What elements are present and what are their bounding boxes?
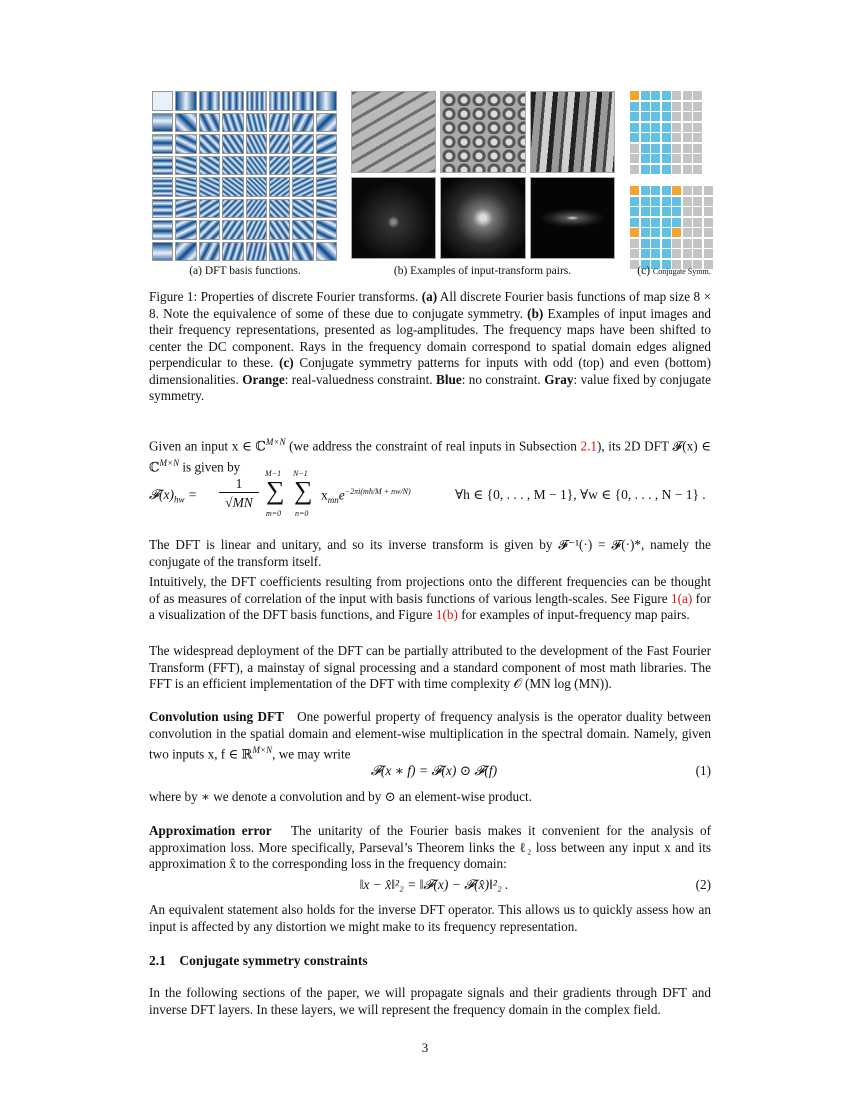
- unconstrained-cell: [651, 165, 660, 174]
- unconstrained-cell: [641, 165, 650, 174]
- unconstrained-cell: [641, 218, 650, 227]
- fixed-by-symmetry-cell: [683, 123, 692, 132]
- fixed-by-symmetry-cell: [672, 165, 681, 174]
- page-number: 3: [421, 1040, 429, 1055]
- unconstrained-cell: [641, 102, 650, 111]
- unconstrained-cell: [641, 133, 650, 142]
- unconstrained-cell: [662, 112, 671, 121]
- basis-function-tile: [152, 220, 173, 240]
- unconstrained-cell: [662, 133, 671, 142]
- fixed-by-symmetry-cell: [672, 144, 681, 153]
- basis-function-tile: [152, 156, 173, 176]
- fixed-by-symmetry-cell: [630, 239, 639, 248]
- fixed-by-symmetry-cell: [672, 123, 681, 132]
- unconstrained-cell: [641, 249, 650, 258]
- subfig-b-caption: (b) Examples of input-transform pairs.: [393, 265, 572, 277]
- basis-function-tile: [316, 156, 337, 176]
- unconstrained-cell: [651, 228, 660, 237]
- basis-function-tile: [199, 113, 220, 133]
- fixed-by-symmetry-cell: [693, 186, 702, 195]
- basis-function-tile: [175, 113, 196, 133]
- fixed-by-symmetry-cell: [630, 144, 639, 153]
- unconstrained-cell: [651, 112, 660, 121]
- basis-function-tile: [246, 220, 267, 240]
- fixed-by-symmetry-cell: [704, 249, 713, 258]
- basis-function-tile: [222, 156, 243, 176]
- convolution-heading: Convolution using DFT: [149, 709, 284, 724]
- red-blood-cells-photo: [440, 91, 525, 173]
- unconstrained-cell: [651, 144, 660, 153]
- basis-function-tile: [222, 177, 243, 197]
- unconstrained-cell: [641, 123, 650, 132]
- basis-function-tile: [269, 220, 290, 240]
- conjugate-symmetry-even-grid: [630, 186, 713, 269]
- unconstrained-cell: [630, 197, 639, 206]
- basis-function-tile: [175, 220, 196, 240]
- fixed-by-symmetry-cell: [683, 144, 692, 153]
- link-figure-1b[interactable]: 1(b): [435, 607, 458, 622]
- brick-wall-spectrum: [351, 177, 436, 259]
- unconstrained-cell: [630, 102, 639, 111]
- fixed-by-symmetry-cell: [704, 239, 713, 248]
- equation-2-number: (2): [695, 877, 711, 892]
- unconstrained-cell: [651, 207, 660, 216]
- basis-function-tile: [175, 199, 196, 219]
- basis-function-tile: [199, 199, 220, 219]
- paragraph-fft: The widespread deployment of the DFT can be partially attributed to the development of the Fast Fourier Transform (FFT), a mainstay of signal processing and a standard component of most math libraries. The FFT is an efficient implementation of the DFT with time complexity 𝒪 (MN log (MN)).: [149, 643, 711, 691]
- basis-function-tile: [246, 199, 267, 219]
- basis-function-tile: [292, 242, 313, 262]
- input-transform-pairs: [351, 91, 615, 259]
- paragraph-approximation-after: An equivalent statement also holds for the inverse DFT operator. This allows us to quickly assess how an input is affected by any distortion we might make to its frequency representation.: [149, 902, 711, 934]
- basis-function-tile: [222, 220, 243, 240]
- fixed-by-symmetry-cell: [704, 197, 713, 206]
- fixed-by-symmetry-cell: [672, 154, 681, 163]
- unconstrained-cell: [641, 144, 650, 153]
- paragraph-intuition: Intuitively, the DFT coefficients resulting from projections onto the different frequencies can be thought of as measures of correlation of the input with basis functions of various length-scales. See Figure 1(a) for a visualization of the DFT basis functions, and Figure 1(b) for examples of input-frequency map pairs.: [149, 574, 711, 622]
- unconstrained-cell: [651, 249, 660, 258]
- fixed-by-symmetry-cell: [630, 165, 639, 174]
- unconstrained-cell: [641, 154, 650, 163]
- fixed-by-symmetry-cell: [683, 197, 692, 206]
- unconstrained-cell: [651, 123, 660, 132]
- unconstrained-cell: [672, 197, 681, 206]
- basis-function-tile: [222, 199, 243, 219]
- basis-function-tile: [175, 134, 196, 154]
- real-valued-cell: [672, 186, 681, 195]
- basis-function-tile: [222, 134, 243, 154]
- basis-function-tile: [152, 199, 173, 219]
- paragraph-approximation: Approximation error The unitarity of the Fourier basis makes it convenient for the analysis of approximation loss. More specifically, Parseval’s Theorem links the ℓ₂ loss between any input x and its approximation x̂ to the corresponding loss in the frequency domain:: [149, 823, 711, 871]
- basis-function-tile: [269, 199, 290, 219]
- fixed-by-symmetry-cell: [683, 154, 692, 163]
- unconstrained-cell: [651, 218, 660, 227]
- fixed-by-symmetry-cell: [704, 228, 713, 237]
- unconstrained-cell: [662, 249, 671, 258]
- fixed-by-symmetry-cell: [683, 102, 692, 111]
- basis-function-tile: [175, 156, 196, 176]
- forest-trees-photo: [530, 91, 615, 173]
- unconstrained-cell: [662, 197, 671, 206]
- fixed-by-symmetry-cell: [630, 249, 639, 258]
- basis-function-tile: [246, 91, 267, 111]
- unconstrained-cell: [662, 154, 671, 163]
- basis-function-tile: [269, 177, 290, 197]
- unconstrained-cell: [672, 218, 681, 227]
- fixed-by-symmetry-cell: [672, 249, 681, 258]
- dft-basis-grid: [152, 91, 337, 261]
- basis-function-tile: [316, 177, 337, 197]
- unconstrained-cell: [630, 133, 639, 142]
- subfig-c-caption: (c) Conjugate Symm.: [637, 265, 711, 277]
- basis-function-tile: [222, 113, 243, 133]
- basis-function-tile: [199, 91, 220, 111]
- basis-function-tile: [316, 113, 337, 133]
- fixed-by-symmetry-cell: [693, 239, 702, 248]
- unconstrained-cell: [630, 112, 639, 121]
- basis-function-tile: [175, 91, 196, 111]
- unconstrained-cell: [662, 239, 671, 248]
- real-valued-cell: [672, 228, 681, 237]
- fixed-by-symmetry-cell: [693, 197, 702, 206]
- fixed-by-symmetry-cell: [704, 218, 713, 227]
- basis-function-tile: [246, 156, 267, 176]
- basis-function-tile: [152, 177, 173, 197]
- fixed-by-symmetry-cell: [693, 133, 702, 142]
- unconstrained-cell: [662, 165, 671, 174]
- unconstrained-cell: [630, 218, 639, 227]
- unconstrained-cell: [651, 186, 660, 195]
- fixed-by-symmetry-cell: [693, 228, 702, 237]
- unconstrained-cell: [641, 207, 650, 216]
- unconstrained-cell: [641, 197, 650, 206]
- basis-function-tile: [292, 177, 313, 197]
- figure-caption: Figure 1: Properties of discrete Fourier transforms. (a) All discrete Fourier basis functions of map size 8 × 8. Note the equivalence of some of these due to conjugate symmetry. (b) Examples of input images and their frequency representations, presented as log-amplitudes. The frequency maps have been shifted to center the DC component. Rays in the frequency domain correspond to spatial domain edges aligned perpendicular to these. (c) Conjugate symmetry patterns for inputs with odd (top) and even (bottom) dimensionalities. Orange: real-valuedness constraint. Blue: no constraint. Gray: value fixed by conjugate symmetry.: [149, 289, 712, 403]
- unconstrained-cell: [630, 207, 639, 216]
- unconstrained-cell: [662, 186, 671, 195]
- fixed-by-symmetry-cell: [630, 154, 639, 163]
- unconstrained-cell: [662, 207, 671, 216]
- fixed-by-symmetry-cell: [704, 207, 713, 216]
- fixed-by-symmetry-cell: [704, 186, 713, 195]
- approximation-heading: Approximation error: [149, 823, 272, 838]
- basis-function-tile: [269, 113, 290, 133]
- unconstrained-cell: [672, 207, 681, 216]
- unconstrained-cell: [641, 186, 650, 195]
- blood-cells-spectrum: [440, 177, 525, 259]
- fixed-by-symmetry-cell: [693, 91, 702, 100]
- fixed-by-symmetry-cell: [683, 207, 692, 216]
- unconstrained-cell: [651, 197, 660, 206]
- basis-function-tile: [199, 156, 220, 176]
- equation-dft: $𝓕(x)_{hw}$ = 1 √MN M−1 ∑ m=0 N−1 ∑ n=0 $x_{mn}e^{-2\pi i(mh/M + nw/N)}$ ∀h ∈ {0, . . . , M − 1}, ∀w ∈ {0, . . . , N − 1} .: [149, 469, 706, 518]
- unconstrained-cell: [662, 144, 671, 153]
- basis-function-tile: [199, 134, 220, 154]
- fixed-by-symmetry-cell: [683, 91, 692, 100]
- real-valued-cell: [630, 186, 639, 195]
- basis-function-tile: [292, 156, 313, 176]
- real-valued-cell: [630, 91, 639, 100]
- unconstrained-cell: [651, 133, 660, 142]
- equation-1-number: (1): [695, 763, 711, 778]
- basis-function-tile: [199, 242, 220, 262]
- fixed-by-symmetry-cell: [672, 239, 681, 248]
- basis-function-tile: [316, 91, 337, 111]
- basis-function-tile: [246, 134, 267, 154]
- basis-function-tile: [175, 177, 196, 197]
- fixed-by-symmetry-cell: [683, 133, 692, 142]
- basis-function-tile: [246, 177, 267, 197]
- basis-function-tile: [269, 156, 290, 176]
- basis-function-tile: [316, 134, 337, 154]
- unconstrained-cell: [662, 102, 671, 111]
- basis-function-tile: [152, 91, 173, 111]
- basis-function-tile: [246, 113, 267, 133]
- subfig-a-caption: (a) DFT basis functions.: [189, 265, 301, 277]
- fixed-by-symmetry-cell: [672, 112, 681, 121]
- basis-function-tile: [199, 220, 220, 240]
- fixed-by-symmetry-cell: [693, 249, 702, 258]
- paragraph-dft-intro: Given an input x ∈ ℂ$^{M\times N}$ (we address the constraint of real inputs in Subsection 2.1), its 2D DFT 𝓕(x) ∈ ℂ$^{M\times N}$ is given by: [149, 437, 711, 475]
- fixed-by-symmetry-cell: [693, 144, 702, 153]
- link-figure-1a[interactable]: 1(a): [670, 590, 693, 606]
- fixed-by-symmetry-cell: [672, 102, 681, 111]
- unconstrained-cell: [630, 123, 639, 132]
- fixed-by-symmetry-cell: [693, 207, 702, 216]
- section-heading: 2.1 Conjugate symmetry constraints: [149, 953, 368, 968]
- basis-function-tile: [152, 134, 173, 154]
- basis-function-tile: [269, 134, 290, 154]
- basis-function-tile: [269, 91, 290, 111]
- equation-2: ‖x − x̂‖²₂ = ‖𝓕(x) − 𝓕(x̂)‖²₂ .: [359, 877, 509, 892]
- basis-function-tile: [292, 199, 313, 219]
- paragraph-convolution: Convolution using DFT One powerful property of frequency analysis is the operator duality between convolution in the spatial domain and element-wise multiplication in the spectral domain. Namely, given two inputs x, f ∈ ℝ$^{M\times N}$, we may write: [149, 709, 711, 762]
- real-valued-cell: [630, 228, 639, 237]
- basis-function-tile: [292, 91, 313, 111]
- basis-function-tile: [316, 242, 337, 262]
- fixed-by-symmetry-cell: [683, 228, 692, 237]
- fixed-by-symmetry-cell: [683, 218, 692, 227]
- basis-function-tile: [152, 242, 173, 262]
- fixed-by-symmetry-cell: [693, 123, 702, 132]
- unconstrained-cell: [641, 112, 650, 121]
- unconstrained-cell: [641, 228, 650, 237]
- link-subsection-2-1[interactable]: 2.1: [580, 438, 597, 454]
- fixed-by-symmetry-cell: [693, 102, 702, 111]
- fixed-by-symmetry-cell: [693, 218, 702, 227]
- basis-function-tile: [222, 242, 243, 262]
- fixed-by-symmetry-cell: [683, 239, 692, 248]
- fixed-by-symmetry-cell: [683, 112, 692, 121]
- unconstrained-cell: [651, 91, 660, 100]
- basis-function-tile: [316, 220, 337, 240]
- basis-function-tile: [175, 242, 196, 262]
- fixed-by-symmetry-cell: [693, 154, 702, 163]
- basis-function-tile: [292, 134, 313, 154]
- unconstrained-cell: [662, 91, 671, 100]
- paragraph-convolution-after: where by ∗ we denote a convolution and by ⊙ an element-wise product.: [149, 789, 532, 804]
- unconstrained-cell: [662, 218, 671, 227]
- fixed-by-symmetry-cell: [672, 133, 681, 142]
- unconstrained-cell: [651, 154, 660, 163]
- paragraph-linear-unitary: The DFT is linear and unitary, and so its inverse transform is given by 𝓕⁻¹(·) = 𝓕(·)*, namely the conjugate of the transform itself.: [149, 537, 711, 569]
- basis-function-tile: [269, 242, 290, 262]
- basis-function-tile: [292, 113, 313, 133]
- unconstrained-cell: [651, 102, 660, 111]
- unconstrained-cell: [641, 91, 650, 100]
- paragraph-section-2-1: In the following sections of the paper, we will propagate signals and their gradients through DFT and inverse DFT layers. In these layers, we will represent the frequency domain in the complex field.: [149, 985, 711, 1017]
- unconstrained-cell: [641, 239, 650, 248]
- fixed-by-symmetry-cell: [672, 91, 681, 100]
- fixed-by-symmetry-cell: [693, 112, 702, 121]
- equation-1: 𝓕(x ∗ f) = 𝓕(x) ⊙ 𝓕(f): [370, 763, 498, 778]
- conjugate-symmetry-odd-grid: [630, 91, 702, 174]
- unconstrained-cell: [662, 123, 671, 132]
- basis-function-tile: [222, 91, 243, 111]
- fixed-by-symmetry-cell: [693, 165, 702, 174]
- basis-function-tile: [152, 113, 173, 133]
- basis-function-tile: [316, 199, 337, 219]
- fixed-by-symmetry-cell: [683, 249, 692, 258]
- basis-function-tile: [292, 220, 313, 240]
- basis-function-tile: [246, 242, 267, 262]
- basis-function-tile: [199, 177, 220, 197]
- fixed-by-symmetry-cell: [683, 186, 692, 195]
- unconstrained-cell: [651, 239, 660, 248]
- forest-spectrum: [530, 177, 615, 259]
- brick-wall-photo: [351, 91, 436, 173]
- fixed-by-symmetry-cell: [683, 165, 692, 174]
- unconstrained-cell: [662, 228, 671, 237]
